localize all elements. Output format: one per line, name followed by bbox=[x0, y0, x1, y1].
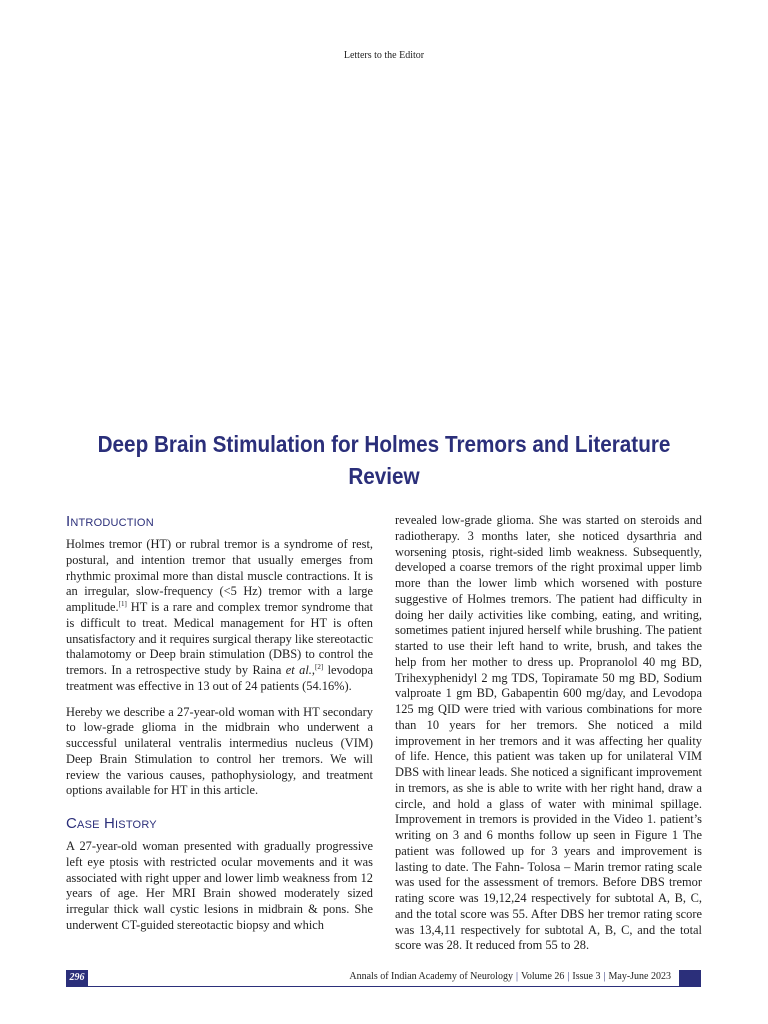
separator: | bbox=[603, 971, 606, 982]
case-history-heading: Case History bbox=[66, 815, 157, 832]
journal-volume: Volume 26 bbox=[520, 971, 565, 982]
introduction-heading: Introduction bbox=[66, 513, 154, 530]
journal-date: May-June 2023 bbox=[608, 971, 671, 982]
separator: | bbox=[567, 971, 570, 982]
intro-text-c: , bbox=[311, 663, 315, 677]
case-history-paragraph-right: revealed low-grade glioma. She was started on steroids and radiotherapy. 3 months later, she noticed dysarthria and worsening ptosis, right-sided limb weakness. Subsequently, developed a coarse tremors of the right proximal upper limb more than the lower limb which worsened with posture suggestive of Holmes tremors. The patient had difficulty in doing her daily activities like combing, eating, and writing, sometimes patient injured herself while brushing. The patient started to use their left hand to write, brush, and takes the help from her mother to dress up. Propranolol 40 mg BD, Trihexyphenidyl 2 mg TDS, Topiramate 50 mg BD, Sodium valproate 1 gm BD, Gabapentin 600 mg/day, and Levodopa 125 mg QID were tried with various combinations for more than 10 years for her tremors. She noticed a mild improvement in her tremors and it was affecting her quality of life. Hence, this patient was taken up for unilateral VIM DBS with linear leads. She noticed a significant improvement in tremors, as she is able to write with her right hand, draw a circle, and hold a glass of water with minimal spillage. Improvement in tremors is provided in the Video 1. patient’s writing on 3 and 6 months follow up seen in Figure 1 The patient was followed up for 3 years and improvement is lasting to date. The Fahn- Tolosa – Marin tremor rating scale was used for the assessment of tremors. Before DBS tremor rating score was 19,12,24 respectively for subtotal A, B, C, and the total score was 55. After DBS her tremor rating score was 13,4,11 respectively for subtotal A, B, C, and the total score was 28. It reduced from 55 to 28. bbox=[395, 513, 702, 953]
journal-name: Annals of Indian Academy of Neurology bbox=[349, 971, 513, 982]
journal-issue: Issue 3 bbox=[572, 971, 601, 982]
footer-tab bbox=[679, 970, 701, 986]
introduction-paragraph-1 bbox=[66, 537, 373, 695]
introduction-paragraph-2: Hereby we describe a 27-year-old woman with HT secondary to low-grade glioma in the midbrain who underwent a successful unilateral ventralis intermedius nucleus (VIM) Deep Brain Stimulation to control her tremors. We will review the various causes, pathophysiology, and treatment options available for HT in this article. bbox=[66, 704, 373, 798]
intro-text-b: HT is a rare and complex tremor syndrome that is difficult to treat. Medical management for HT is often unsatisfactory and it requires surgical therapy like stereotactic thalamotomy or Deep brain stimulation (DBS) to control the tremors. In a retrospective study by Raina bbox=[66, 600, 374, 677]
case-history-paragraph-left: A 27-year-old woman presented with gradually progressive left eye ptosis with restricted ocular movements and it was associated with right upper and lower limb weakness from 12 years of age. Her MRI Brain showed moderately sized irregular thick wall cystic lesions in midbrain & pons. She underwent CT-guided stereotactic biopsy and which bbox=[66, 839, 373, 932]
running-head: Letters to the Editor bbox=[343, 50, 425, 61]
intro-text-a: Holmes tremor (HT) or rubral tremor is a syndrome of rest, postural, and intention tremor that usually emerges from rhythmic proximal more than distal muscle contractions. It is an irregular, slow-frequency (<5 Hz) tremor with a large amplitude. bbox=[66, 537, 373, 614]
page-number: 296 bbox=[66, 970, 88, 986]
citation-1-link[interactable]: [1] bbox=[118, 599, 127, 608]
journal-info bbox=[349, 971, 671, 982]
page-footer bbox=[66, 970, 701, 987]
citation-2-link[interactable]: [2] bbox=[314, 662, 324, 671]
article-title: Deep Brain Stimulation for Holmes Tremors and Literature Review bbox=[97, 431, 671, 489]
left-column bbox=[66, 513, 373, 934]
et-al-text: et al. bbox=[285, 663, 312, 677]
intro-text-d: levodopa treatment was effective in 13 out of 24 patients (54.16%). bbox=[66, 663, 373, 693]
right-column bbox=[395, 513, 702, 954]
separator: | bbox=[515, 971, 518, 982]
